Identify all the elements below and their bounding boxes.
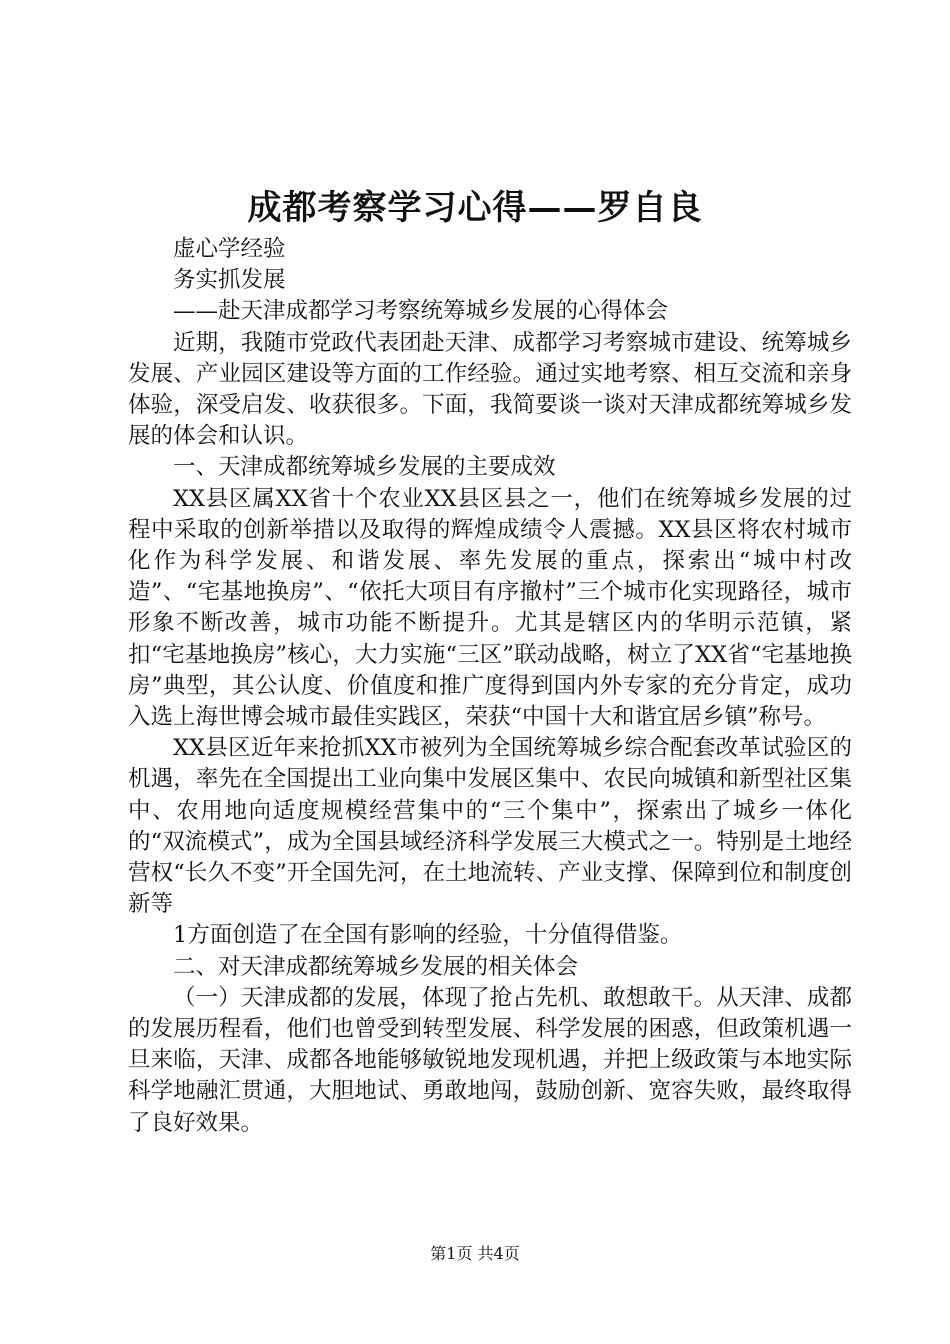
page-number: 第1页 <box>430 1244 473 1263</box>
document-body <box>128 234 852 1139</box>
paragraph-intro: 近期，我随市党政代表团赴天津、成都学习考察城市建设、统筹城乡发展、产业园区建设等方面的工作经验。通过实地考察、相互交流和亲身体验，深受启发、收获很多。下面，我简要谈一谈对天津成都统筹城乡发展的体会和认识。 <box>128 329 852 450</box>
page-total: 共4页 <box>477 1244 520 1263</box>
page-footer <box>0 1243 950 1265</box>
section-heading-1: 一、天津成都统筹城乡发展的主要成效 <box>173 454 556 481</box>
paragraph-chengdu: XX县区近年来抢抓XX市被列为全国统筹城乡综合配套改革试验区的机遇，率先在全国提出工业向集中发展区集中、农民向城镇和新型社区集中、农用地向适度规模经营集中的“三个集中”，探索出了城乡一体化的“双流模式”，成为全国县域经济科学发展三大模式之一。特别是土地经营权“长久不变”开全国先河，在土地流转、产业支撑、保障到位和制度创新等 <box>128 735 852 918</box>
subtitle-line-2: 务实抓发展 <box>173 267 286 294</box>
subtitle-line-1: 虚心学经验 <box>173 236 286 262</box>
paragraph-continuation: 1方面创造了在全国有影响的经验，十分值得借鉴。 <box>173 922 683 949</box>
document-title: 成都考察学习心得——罗自良 <box>247 188 703 228</box>
section-heading-2: 二、对天津成都统筹城乡发展的相关体会 <box>173 953 579 980</box>
paragraph-tianjin: XX县区属XX省十个农业XX县区县之一，他们在统筹城乡发展的过程中采取的创新举措以及取得的辉煌成绩令人震撼。XX县区将农村城市化作为科学发展、和谐发展、率先发展的重点，探索出“城中村改造”、“宅基地换房”、“依托大项目有序撤村”三个城市化实现路径，城市形象不断改善，城市功能不断提升。尤其是辖区内的华明示范镇，紧扣“宅基地换房”核心，大力实施“三区”联动战略，树立了XX省“宅基地换房”典型，其公认度、价值度和推广度得到国内外专家的充分肯定，成功入选上海世博会城市最佳实践区，荣获“中国十大和谐宜居乡镇”称号。 <box>128 485 852 731</box>
paragraph-experience-1: （一）天津成都的发展，体现了抢占先机、敢想敢干。从天津、成都的发展历程看，他们也曾受到转型发展、科学发展的困惑，但政策机遇一旦来临，天津、成都各地能够敏锐地发现机遇，并把上级政策与本地实际科学地融汇贯通，大胆地试、勇敢地闯，鼓励创新、宽容失败，最终取得了良好效果。 <box>128 984 852 1136</box>
subtitle-line-3: ——赴天津成都学习考察统筹城乡发展的心得体会 <box>173 298 669 325</box>
